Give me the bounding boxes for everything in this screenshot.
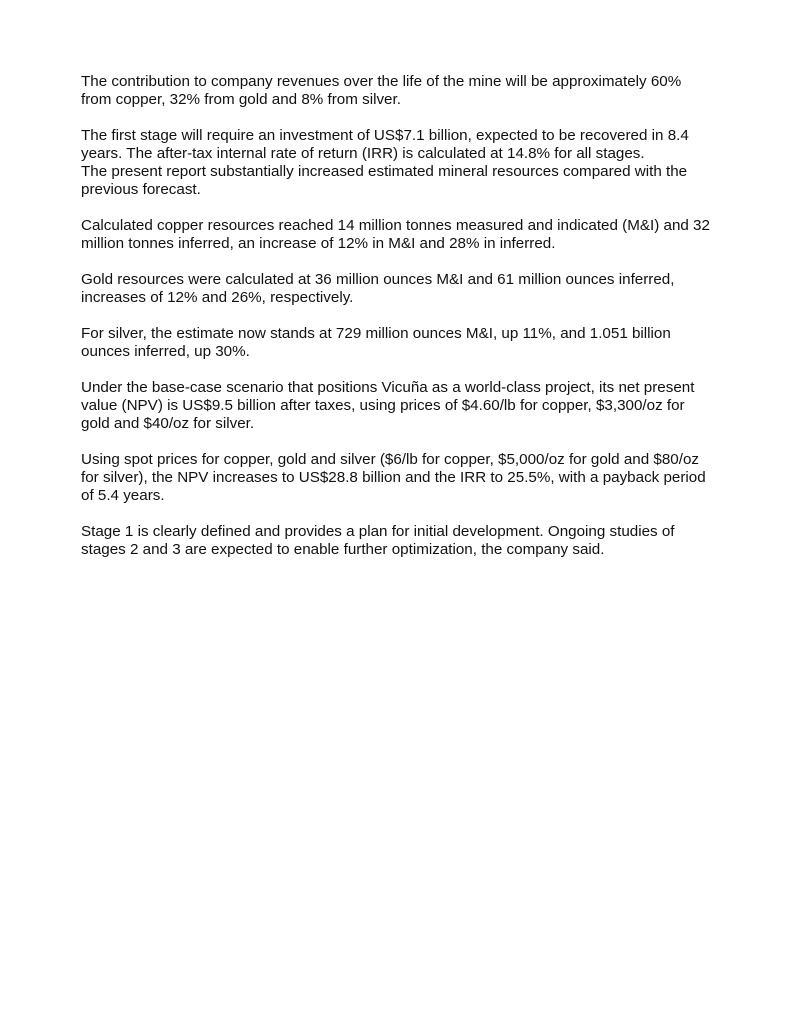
text-line: For silver, the estimate now stands at 729 million ounces M&I, up 11%, and 1.051 billion	[81, 325, 671, 342]
text-line: gold and $40/oz for silver.	[81, 415, 255, 432]
text-line: increases of 12% and 26%, respectively.	[81, 289, 354, 306]
text-line: for silver), the NPV increases to US$28.8 billion and the IRR to 25.5%, with a payback period	[81, 469, 706, 486]
document-page	[81, 73, 726, 577]
text-line: value (NPV) is US$9.5 billion after taxes, using prices of $4.60/lb for copper, $3,300/oz for	[81, 397, 685, 414]
paragraph-spot-prices	[81, 451, 726, 505]
text-line: Gold resources were calculated at 36 million ounces M&I and 61 million ounces inferred,	[81, 271, 675, 288]
text-line: from copper, 32% from gold and 8% from silver.	[81, 91, 401, 108]
paragraph-base-case-npv	[81, 379, 726, 433]
paragraph-revenue-contribution	[81, 73, 726, 109]
text-line: Under the base-case scenario that positions Vicuña as a world-class project, its net present	[81, 379, 695, 396]
text-line: The contribution to company revenues over the life of the mine will be approximately 60%	[81, 73, 682, 90]
paragraph-gold-resources	[81, 271, 726, 307]
text-line: stages 2 and 3 are expected to enable further optimization, the company said.	[81, 541, 605, 558]
text-line: ounces inferred, up 30%.	[81, 343, 250, 360]
text-line: years. The after-tax internal rate of return (IRR) is calculated at 14.8% for all stages.	[81, 145, 645, 162]
text-line: Stage 1 is clearly defined and provides a plan for initial development. Ongoing studies of	[81, 523, 675, 540]
text-line: The present report substantially increased estimated mineral resources compared with the	[81, 163, 688, 180]
text-line: Using spot prices for copper, gold and silver ($6/lb for copper, $5,000/oz for gold and $80/oz	[81, 451, 699, 468]
text-line: previous forecast.	[81, 181, 201, 198]
paragraph-copper-resources	[81, 217, 726, 253]
text-line: of 5.4 years.	[81, 487, 165, 504]
paragraph-stage-one	[81, 523, 726, 559]
text-line: Calculated copper resources reached 14 million tonnes measured and indicated (M&I) and 32	[81, 217, 710, 234]
paragraph-silver-resources	[81, 325, 726, 361]
text-line: The first stage will require an investment of US$7.1 billion, expected to be recovered in 8.4	[81, 127, 689, 144]
paragraph-first-stage-investment	[81, 127, 726, 199]
text-line: million tonnes inferred, an increase of 12% in M&I and 28% in inferred.	[81, 235, 556, 252]
